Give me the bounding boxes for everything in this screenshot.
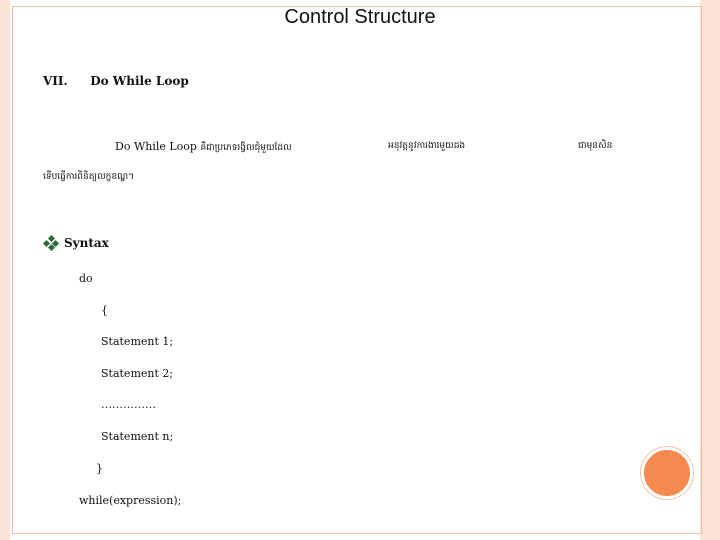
code-line: Statement 1;	[101, 335, 174, 348]
intro-line-2: ទើបធ្វើការពិនិត្យលក្ខខណ្ឌ។	[43, 172, 135, 182]
section-heading	[43, 74, 189, 88]
code-line: do	[79, 272, 93, 285]
intro-khmer-3: ជាមុនសិន	[578, 141, 613, 151]
section-title: Do While Loop	[90, 74, 189, 88]
code-line: while(expression);	[79, 494, 182, 507]
code-line: {	[101, 304, 108, 317]
intro-lead: Do While Loop	[115, 140, 197, 153]
syntax-heading	[44, 236, 109, 250]
intro-khmer-2: អនុវត្តនូវការងារមួយដង	[388, 141, 466, 151]
code-line: }	[96, 462, 103, 475]
syntax-label: Syntax	[64, 236, 109, 250]
section-number: VII.	[43, 74, 68, 88]
slide-title: Control Structure	[284, 6, 436, 28]
intro-line-1	[115, 140, 292, 155]
code-line: Statement 2;	[101, 367, 174, 380]
code-line: Statement n;	[101, 430, 174, 443]
intro-khmer-1: គឺជាប្រភេទរង្វិលជុំមួយដែល	[200, 143, 292, 153]
orange-circle-decoration	[641, 447, 693, 499]
left-decorative-band	[0, 0, 10, 540]
diamond-bullet-icon	[44, 236, 58, 250]
code-line: ……………	[101, 398, 156, 411]
right-decorative-band	[700, 0, 720, 540]
